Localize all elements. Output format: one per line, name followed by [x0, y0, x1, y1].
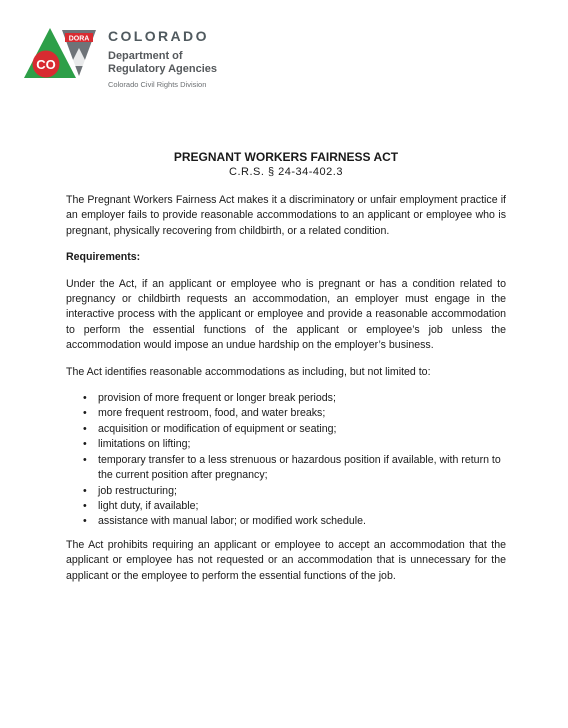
dept-line-1: Department of [108, 50, 183, 62]
document-body [66, 150, 506, 595]
list-item: • job restructuring; [98, 484, 506, 499]
department-name [108, 50, 217, 76]
org-name: COLORADO [108, 28, 209, 44]
list-item: • light duty, if available; [98, 499, 506, 514]
list-intro: The Act identifies reasonable accommodations as including, but not limited to: [66, 365, 431, 378]
colorado-dora-logo [24, 26, 100, 84]
closing-paragraph: The Act prohibits requiring an applicant or employee to accept an accommodation that the applicant or employee has not requested or an accommodation that is unnecessary for the applicant or the employee to perform the essential functions of the job. [66, 538, 506, 582]
requirements-heading: Requirements: [66, 251, 141, 264]
logo-text: DORA [68, 35, 90, 43]
list-item: • limitations on lifting; [98, 437, 506, 452]
accommodations-list [66, 391, 506, 530]
header [24, 24, 244, 96]
logo-letters: CO [36, 57, 56, 72]
statute-citation: C.R.S. § 24-34-402.3 [229, 166, 343, 178]
dept-line-2: Regulatory Agencies [108, 63, 218, 75]
division-name: Colorado Civil Rights Division [108, 80, 207, 89]
document-title: PREGNANT WORKERS FAIRNESS ACT [173, 150, 399, 164]
list-item: • assistance with manual labor; or modified work schedule. [98, 514, 506, 529]
list-item: • more frequent restroom, food, and water breaks; [98, 406, 506, 421]
list-item: • provision of more frequent or longer break periods; [98, 391, 506, 406]
requirements-paragraph: Under the Act, if an applicant or employee who is pregnant or has a condition related to pregnancy or childbirth requests an accommodation, an employer must engage in the interactive process with the applicant or employee and provide a reasonable accommodation to perform the essential functions of the applicant or employee’s job unless the accommodation would impose an undue hardship on the employer’s business. [66, 277, 506, 352]
intro-paragraph: The Pregnant Workers Fairness Act makes it a discriminatory or unfair employment practice if an employer fails to provide reasonable accommodations to an applicant or employee who is pregnant, physically recovering from childbirth, or a related condition. [66, 194, 506, 237]
list-item: • acquisition or modification of equipment or seating; [98, 422, 506, 437]
list-item: • temporary transfer to a less strenuous or hazardous position if available, with return to the current position after pregnancy; [98, 453, 506, 484]
